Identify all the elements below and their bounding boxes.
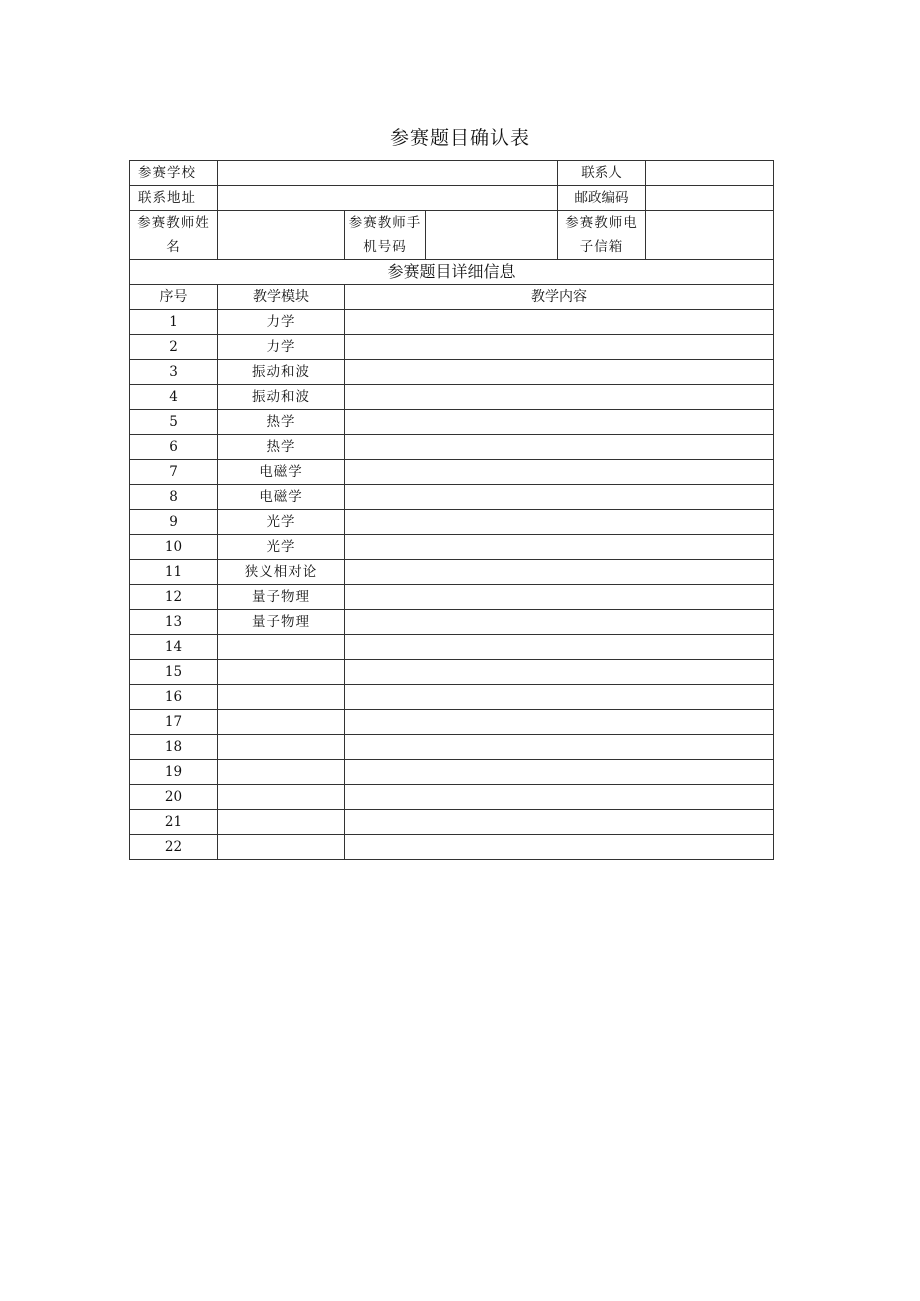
row-module[interactable]: 力学 — [218, 310, 345, 335]
row-module[interactable] — [218, 810, 345, 835]
row-module[interactable]: 振动和波 — [218, 360, 345, 385]
row-number: 15 — [130, 660, 218, 685]
column-header-content: 教学内容 — [345, 285, 774, 310]
row-number: 14 — [130, 635, 218, 660]
row-module[interactable]: 量子物理 — [218, 585, 345, 610]
row-number: 4 — [130, 385, 218, 410]
row-number: 22 — [130, 835, 218, 860]
teacher-name-label: 参赛教师姓名 — [130, 211, 218, 260]
row-number: 16 — [130, 685, 218, 710]
address-label: 联系地址 — [130, 186, 218, 211]
detail-section-row — [130, 260, 774, 285]
teacher-email-field[interactable] — [646, 211, 774, 260]
table-row — [130, 835, 774, 860]
row-number: 18 — [130, 735, 218, 760]
row-number: 10 — [130, 535, 218, 560]
row-module[interactable] — [218, 785, 345, 810]
address-field[interactable] — [218, 186, 558, 211]
table-row — [130, 385, 774, 410]
postcode-field[interactable] — [646, 186, 774, 211]
row-module[interactable]: 光学 — [218, 510, 345, 535]
row-content[interactable] — [345, 385, 774, 410]
table-row — [130, 560, 774, 585]
contact-person-field[interactable] — [646, 161, 774, 186]
row-module[interactable]: 热学 — [218, 410, 345, 435]
table-row — [130, 310, 774, 335]
teacher-email-label: 参赛教师电子信箱 — [558, 211, 646, 260]
school-field[interactable] — [218, 161, 558, 186]
row-module[interactable] — [218, 835, 345, 860]
row-module[interactable]: 狭义相对论 — [218, 560, 345, 585]
page-title: 参赛题目确认表 — [389, 127, 530, 149]
table-row — [130, 635, 774, 660]
table-row — [130, 460, 774, 485]
detail-section-title: 参赛题目详细信息 — [130, 260, 774, 285]
row-number: 1 — [130, 310, 218, 335]
row-number: 8 — [130, 485, 218, 510]
row-module[interactable]: 电磁学 — [218, 485, 345, 510]
row-number: 20 — [130, 785, 218, 810]
table-row — [130, 485, 774, 510]
row-module[interactable] — [218, 635, 345, 660]
table-row — [130, 585, 774, 610]
table-row — [130, 785, 774, 810]
table-row — [130, 535, 774, 560]
table-row — [130, 710, 774, 735]
row-number: 12 — [130, 585, 218, 610]
teacher-row — [130, 211, 774, 260]
contact-person-label: 联系人 — [558, 161, 646, 186]
row-content[interactable] — [345, 535, 774, 560]
column-header-module: 教学模块 — [218, 285, 345, 310]
teacher-name-field[interactable] — [218, 211, 345, 260]
row-number: 13 — [130, 610, 218, 635]
row-content[interactable] — [345, 460, 774, 485]
table-row — [130, 685, 774, 710]
school-row — [130, 161, 774, 186]
row-number: 9 — [130, 510, 218, 535]
row-number: 2 — [130, 335, 218, 360]
row-module[interactable] — [218, 660, 345, 685]
row-content[interactable] — [345, 710, 774, 735]
row-module[interactable] — [218, 760, 345, 785]
row-module[interactable]: 力学 — [218, 335, 345, 360]
row-content[interactable] — [345, 810, 774, 835]
row-content[interactable] — [345, 335, 774, 360]
table-row — [130, 435, 774, 460]
row-content[interactable] — [345, 585, 774, 610]
row-content[interactable] — [345, 310, 774, 335]
row-content[interactable] — [345, 735, 774, 760]
row-module[interactable] — [218, 710, 345, 735]
table-row — [130, 410, 774, 435]
row-content[interactable] — [345, 785, 774, 810]
row-number: 11 — [130, 560, 218, 585]
row-number: 17 — [130, 710, 218, 735]
confirmation-table — [129, 160, 774, 860]
table-row — [130, 810, 774, 835]
row-content[interactable] — [345, 660, 774, 685]
row-module[interactable]: 振动和波 — [218, 385, 345, 410]
row-content[interactable] — [345, 360, 774, 385]
row-content[interactable] — [345, 410, 774, 435]
row-content[interactable] — [345, 560, 774, 585]
row-module[interactable]: 电磁学 — [218, 460, 345, 485]
table-row — [130, 735, 774, 760]
row-module[interactable]: 光学 — [218, 535, 345, 560]
row-module[interactable]: 热学 — [218, 435, 345, 460]
row-number: 19 — [130, 760, 218, 785]
row-content[interactable] — [345, 485, 774, 510]
teacher-phone-field[interactable] — [426, 211, 558, 260]
table-row — [130, 760, 774, 785]
row-number: 6 — [130, 435, 218, 460]
row-content[interactable] — [345, 510, 774, 535]
address-row — [130, 186, 774, 211]
row-module[interactable] — [218, 685, 345, 710]
row-number: 5 — [130, 410, 218, 435]
row-number: 7 — [130, 460, 218, 485]
table-row — [130, 335, 774, 360]
table-row — [130, 510, 774, 535]
row-content[interactable] — [345, 685, 774, 710]
row-content[interactable] — [345, 760, 774, 785]
table-row — [130, 610, 774, 635]
row-module[interactable] — [218, 735, 345, 760]
column-header-row — [130, 285, 774, 310]
teacher-phone-label: 参赛教师手机号码 — [345, 211, 426, 260]
row-module[interactable]: 量子物理 — [218, 610, 345, 635]
table-row — [130, 660, 774, 685]
row-number: 3 — [130, 360, 218, 385]
table-row — [130, 360, 774, 385]
postcode-label: 邮政编码 — [558, 186, 646, 211]
column-header-no: 序号 — [130, 285, 218, 310]
row-content[interactable] — [345, 610, 774, 635]
row-content[interactable] — [345, 835, 774, 860]
school-label: 参赛学校 — [130, 161, 218, 186]
row-number: 21 — [130, 810, 218, 835]
row-content[interactable] — [345, 435, 774, 460]
row-content[interactable] — [345, 635, 774, 660]
